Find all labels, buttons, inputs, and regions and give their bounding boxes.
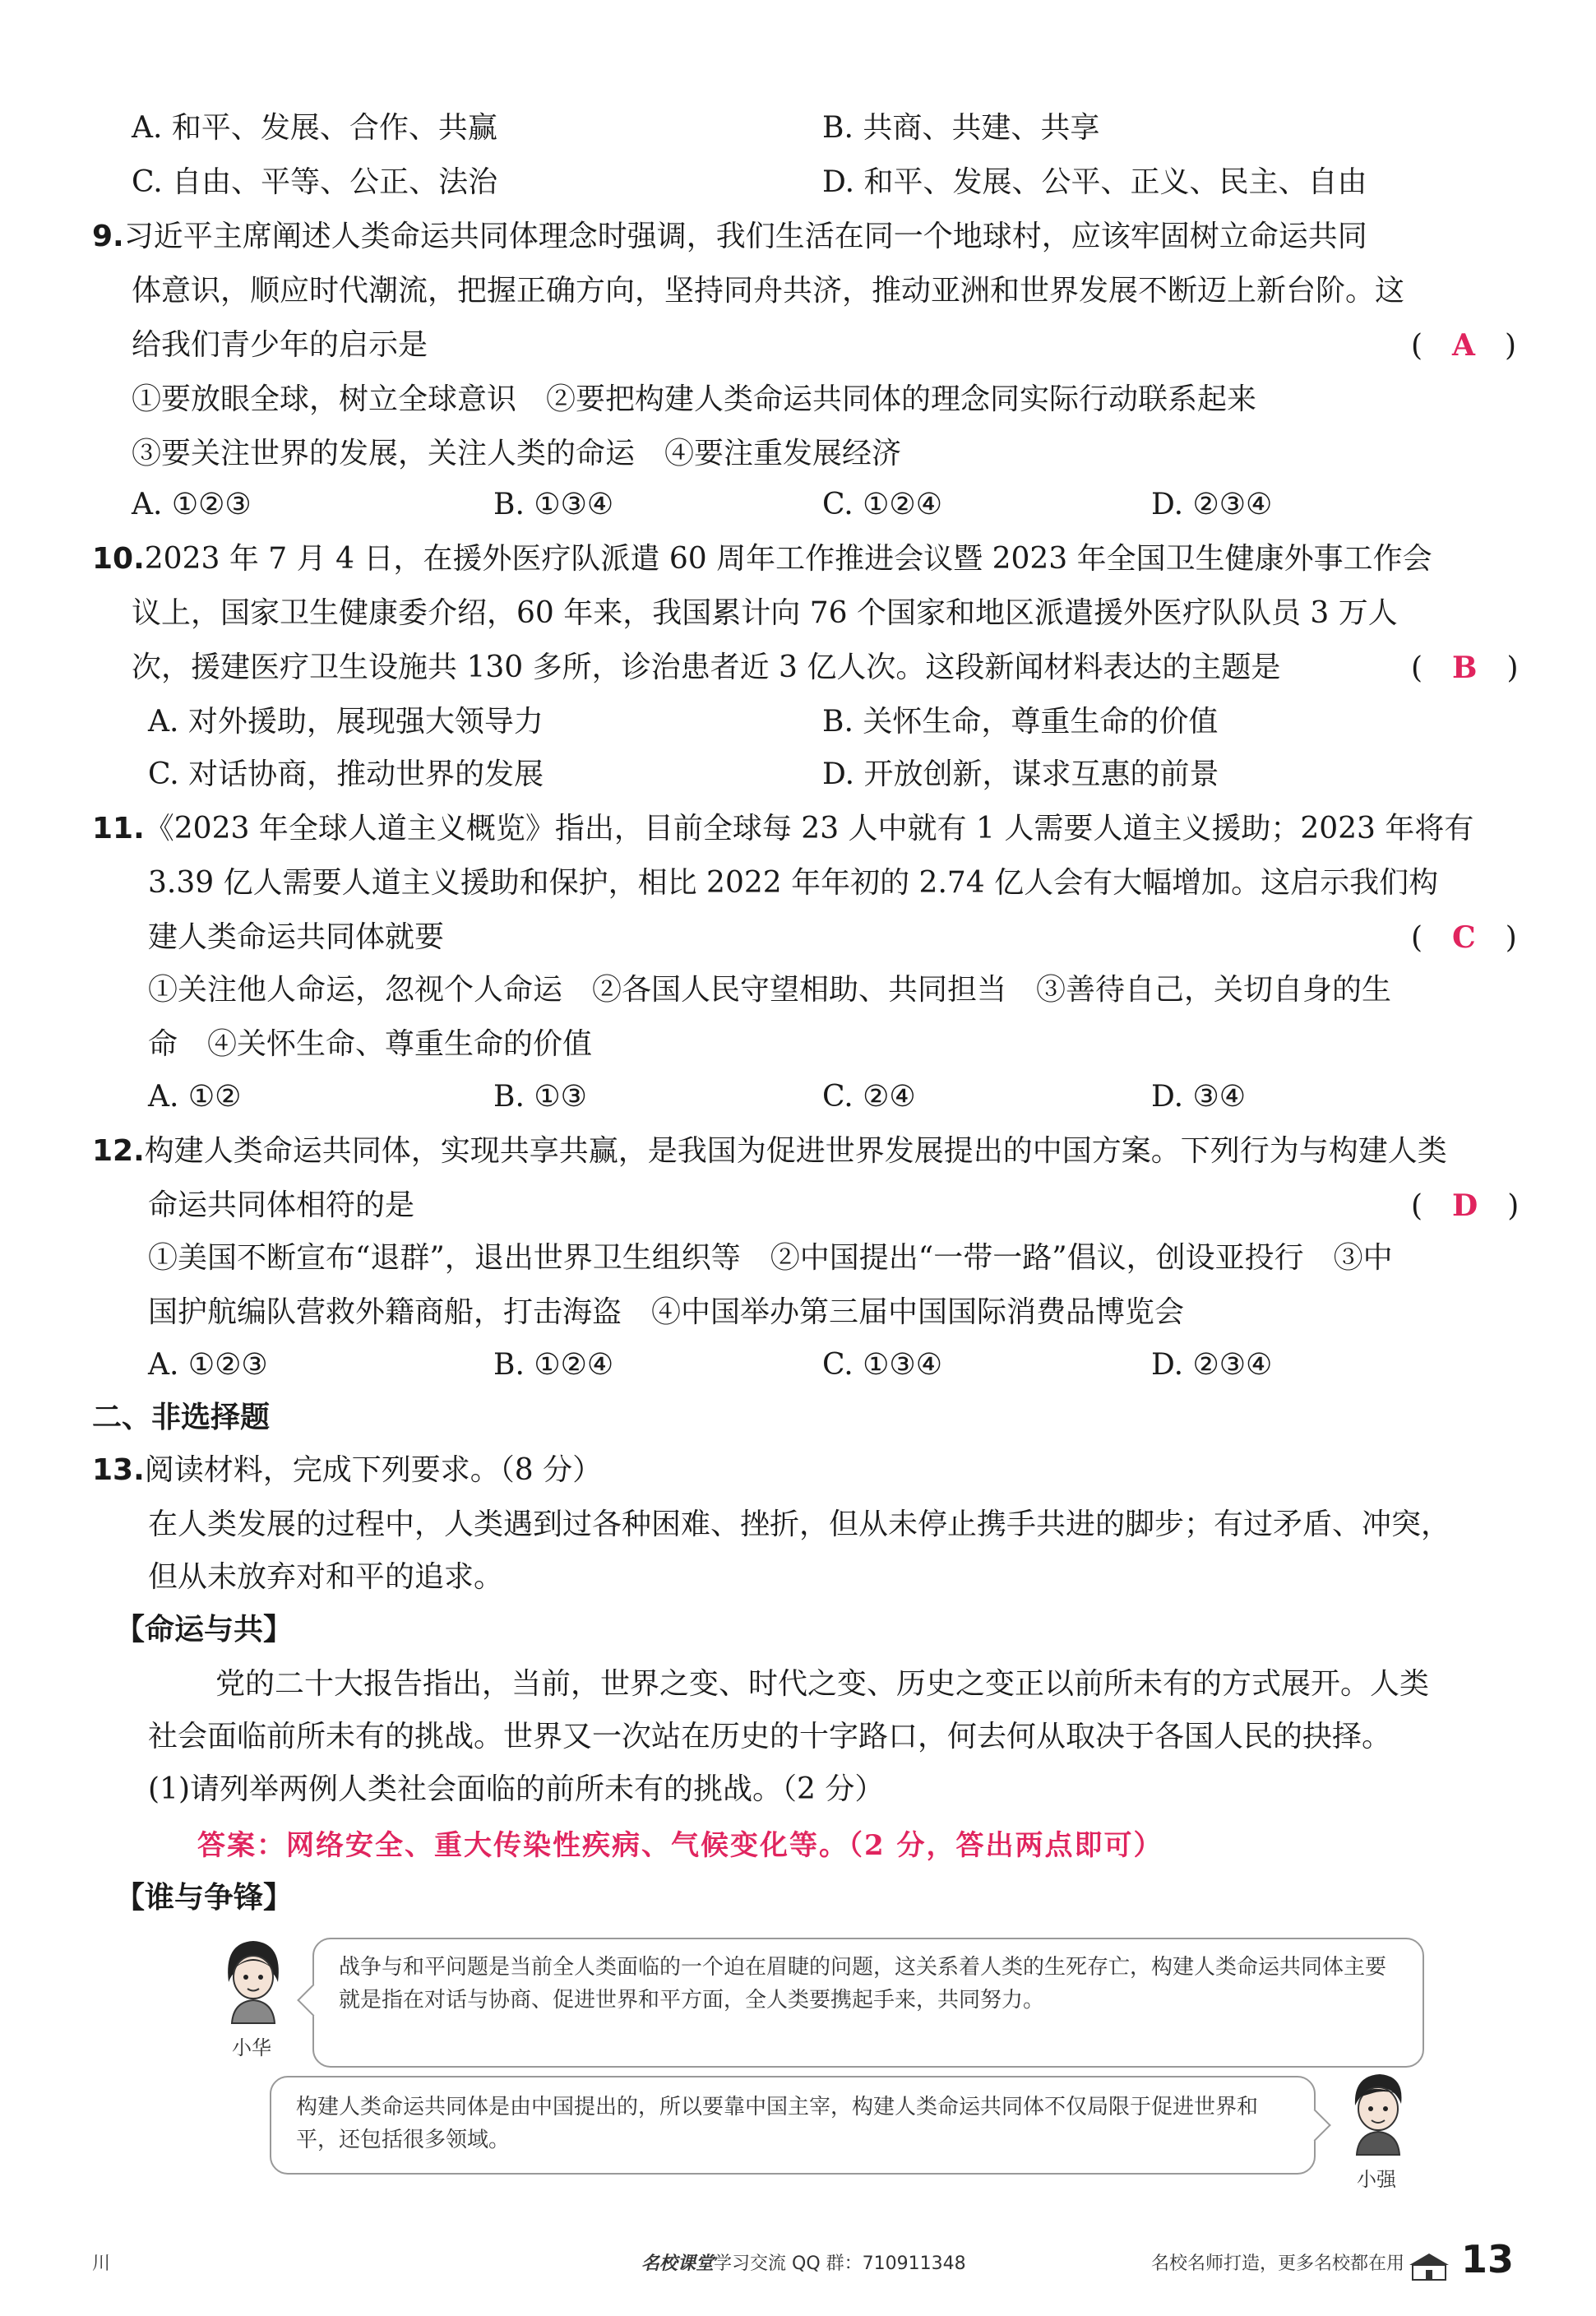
boy-avatar-icon (1337, 2066, 1419, 2156)
tag-who-contends: 【谁与争锋】 (115, 1881, 294, 1915)
girl-avatar-icon (212, 1934, 294, 2025)
q8-option-a: A. 和平、发展、合作、共赢 (132, 111, 497, 145)
speaker-name-xiaoqiang: 小强 (1357, 2168, 1396, 2191)
q10-answer-bracket: ( B ) (1411, 651, 1519, 685)
q8-option-d: D. 和平、发展、公平、正义、民主、自由 (822, 165, 1367, 199)
q11-items-line1: ①关注他人命运，忽视个人命运 ②各国人民守望相助、共同担当 ③善待自己，关切自身的生 (148, 973, 1392, 1007)
q12-answer: D (1452, 1188, 1478, 1223)
speech-bubble-xiaoqiang (270, 2076, 1316, 2175)
school-building-icon (1406, 2250, 1452, 2283)
stem-text: 习近平主席阐述人类命运共同体理念时强调，我们生活在同一个地球村，应该牢固树立命运共同 (123, 220, 1367, 253)
q9-option-b: B. ①③④ (493, 488, 614, 521)
q13-answer-1: 答案：网络安全、重大传染性疾病、气候变化等。（2 分，答出两点即可） (197, 1829, 1163, 1862)
question-number: 13. (92, 1453, 145, 1487)
q11-option-c: C. ②④ (822, 1080, 916, 1114)
q11-option-a: A. ①② (148, 1080, 242, 1114)
q8-option-b: B. 共商、共建、共享 (822, 111, 1100, 145)
q13-intro (92, 1451, 602, 1490)
bubble-tail (1298, 2109, 1331, 2142)
bubble-text: 构建人类命运共同体是由中国提出的，所以要靠中国主宰，构建人类命运共同体不仅局限于促进世界和平，还包括很多领域。 (296, 2095, 1259, 2152)
q9-items-line1: ①要放眼全球，树立全球意识 ②要把构建人类命运共同体的理念同实际行动联系起来 (132, 382, 1257, 416)
tag-fate-together: 【命运与共】 (115, 1613, 294, 1647)
q12-stem-line2: 命运共同体相符的是 (148, 1188, 415, 1222)
stem-text: 《2023 年全球人道主义概览》指出，目前全球每 23 人中就有 1 人需要人道主义援助；2023 年将有 (144, 812, 1474, 845)
q11-answer-bracket: ( C ) (1411, 920, 1517, 955)
q11-stem-line1 (92, 809, 1473, 849)
page-number: 13 (1460, 2237, 1514, 2281)
stem-text: 2023 年 7 月 4 日，在援外医疗队派遣 60 周年工作推进会议暨 2023 年全国卫生健康外事工作会 (144, 542, 1432, 576)
q13-subquestion-1: (1)请列举两例人类社会面临的前所未有的挑战。（2 分） (148, 1772, 885, 1806)
q12-option-c: C. ①③④ (822, 1348, 942, 1382)
q9-answer-bracket: ( A ) (1411, 328, 1517, 363)
q10-stem-line3: 次，援建医疗卫生设施共 130 多所，诊治患者近 3 亿人次。这段新闻材料表达的主题是 (132, 651, 1281, 684)
q10-stem-line1 (92, 540, 1432, 579)
q12-stem-line1 (92, 1132, 1447, 1171)
q10-option-a: A. 对外援助，展现强大领导力 (148, 705, 544, 739)
q13-para1-line1: 党的二十大报告指出，当前，世界之变、时代之变、历史之变正以前所未有的方式展开。人类 (215, 1667, 1430, 1701)
q9-option-c: C. ①②④ (822, 488, 942, 521)
footer-region: 川 (92, 2253, 111, 2274)
question-number: 10. (92, 542, 145, 576)
q11-option-b: B. ①③ (493, 1080, 587, 1114)
question-number: 11. (92, 812, 145, 845)
q9-stem-line2: 体意识，顺应时代潮流，把握正确方向，坚持同舟共济，推动亚洲和世界发展不断迈上新台阶。这 (132, 274, 1405, 308)
q10-answer: B (1452, 651, 1478, 685)
footer-center (641, 2249, 966, 2275)
q12-option-b: B. ①②④ (493, 1348, 614, 1382)
speaker-name-xiaohua: 小华 (232, 2036, 271, 2059)
q13-para1-line2: 社会面临前所未有的挑战。世界又一次站在历史的十字路口，何去何从取决于各国人民的抉择。 (148, 1720, 1392, 1753)
q12-option-a: A. ①②③ (148, 1348, 268, 1382)
q9-stem-line3: 给我们青少年的启示是 (132, 328, 428, 362)
q10-stem-line2: 议上，国家卫生健康委介绍，60 年来，我国累计向 76 个国家和地区派遣援外医疗队队员 3 万人 (132, 596, 1398, 630)
q9-stem-line1 (92, 217, 1367, 257)
q10-option-c: C. 对话协商，推动世界的发展 (148, 757, 544, 791)
footer-slogan: 名校名师打造，更多名校都在用 (1151, 2253, 1405, 2274)
bubble-tail (297, 1984, 330, 2017)
q11-stem-line3: 建人类命运共同体就要 (148, 920, 445, 954)
q11-answer: C (1452, 920, 1476, 955)
footer-qq-group: 学习交流 QQ 群：710911348 (714, 2253, 966, 2274)
q9-option-d: D. ②③④ (1151, 488, 1273, 521)
page-footer (0, 2226, 1596, 2316)
q11-items-line2: 命 ④关怀生命、尊重生命的价值 (148, 1027, 593, 1061)
speech-bubble-xiaohua (312, 1938, 1424, 2068)
q9-items-line2: ③要关注世界的发展，关注人类的命运 ④要注重发展经济 (132, 437, 902, 470)
q11-option-d: D. ③④ (1151, 1080, 1247, 1114)
question-number: 12. (92, 1134, 145, 1168)
q9-option-a: A. ①②③ (132, 488, 252, 521)
q10-option-b: B. 关怀生命，尊重生命的价值 (822, 705, 1219, 739)
q12-option-d: D. ②③④ (1151, 1348, 1273, 1382)
intro-text: 阅读材料，完成下列要求。（8 分） (144, 1453, 603, 1487)
bubble-text: 战争与和平问题是当前全人类面临的一个迫在眉睫的问题，这关系着人类的生死存亡，构建人类命运共同体主要就是指在对话与协商、促进世界和平方面，全人类要携起手来，共同努力。 (339, 1955, 1387, 2013)
q8-option-c: C. 自由、平等、公正、法治 (132, 165, 498, 199)
q9-answer: A (1452, 328, 1475, 363)
section-heading: 二、非选择题 (92, 1401, 271, 1434)
q10-option-d: D. 开放创新，谋求互惠的前景 (822, 757, 1219, 791)
q13-material-line2: 但从未放弃对和平的追求。 (148, 1560, 504, 1594)
q12-answer-bracket: ( D ) (1411, 1188, 1520, 1223)
q13-material-line1: 在人类发展的过程中，人类遇到过各种困难、挫折，但从未停止携手共进的脚步；有过矛盾、冲突， (148, 1508, 1451, 1541)
brand-logo: 名校课堂 (641, 2253, 715, 2274)
q12-items-line2: 国护航编队营救外籍商船，打击海盗 ④中国举办第三届中国国际消费品博览会 (148, 1295, 1185, 1329)
question-number: 9. (92, 220, 124, 253)
stem-text: 构建人类命运共同体，实现共享共赢，是我国为促进世界发展提出的中国方案。下列行为与构建人类 (144, 1134, 1447, 1168)
q11-stem-line2: 3.39 亿人需要人道主义援助和保护，相比 2022 年年初的 2.74 亿人会有大幅增加。这启示我们构 (148, 866, 1439, 900)
q12-items-line1: ①美国不断宣布“退群”，退出世界卫生组织等 ②中国提出“一带一路”倡议，创设亚投行 ③中 (148, 1241, 1393, 1275)
